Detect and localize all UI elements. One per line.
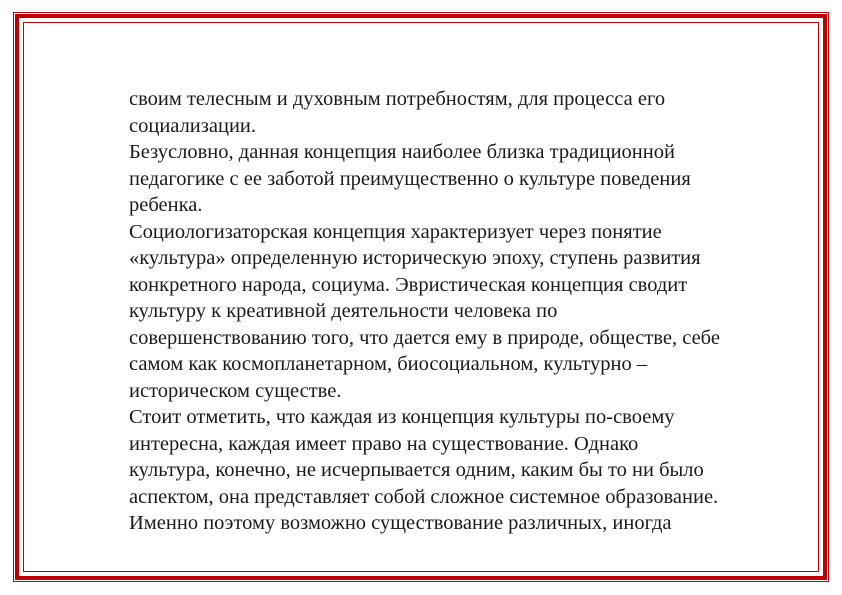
text-line: Стоит отметить, что каждая из концепция культуры по-своему — [129, 406, 675, 428]
text-line: своим телесным и духовным потребностям, для процесса его — [129, 88, 666, 110]
text-line: педагогике с ее заботой преимущественно о культуре поведения — [129, 167, 691, 190]
text-line: ребенка. — [129, 194, 203, 216]
text-line: конкретного народа, социума. Эвристическая концепция сводит — [129, 273, 688, 296]
text-line: Социологизаторская концепция характеризует через понятие — [129, 220, 662, 243]
text-line: Именно поэтому возможно существование различных, иногда — [129, 512, 672, 534]
text-line: совершенствованию того, что дается ему в природе, обществе, себе — [129, 326, 720, 349]
text-line: «культура» определенную историческую эпоху, ступень развития — [129, 247, 701, 269]
text-line: культуру к креативной деятельности человека по — [129, 300, 558, 322]
text-line: аспектом, она представляет собой сложное системное образование. — [129, 485, 719, 508]
text-line: социализации. — [129, 114, 257, 137]
text-line: интересна, каждая имеет право на существование. Однако — [129, 432, 639, 455]
text-line: Безусловно, данная концепция наиболее близка традиционной — [129, 141, 675, 163]
document-body — [129, 86, 769, 537]
text-line: историческом существе. — [129, 379, 342, 402]
text-line: культура, конечно, не исчерпывается одним, каким бы то ни было — [129, 459, 704, 481]
text-line: самом как космопланетарном, биосоциальном, культурно – — [129, 353, 648, 375]
